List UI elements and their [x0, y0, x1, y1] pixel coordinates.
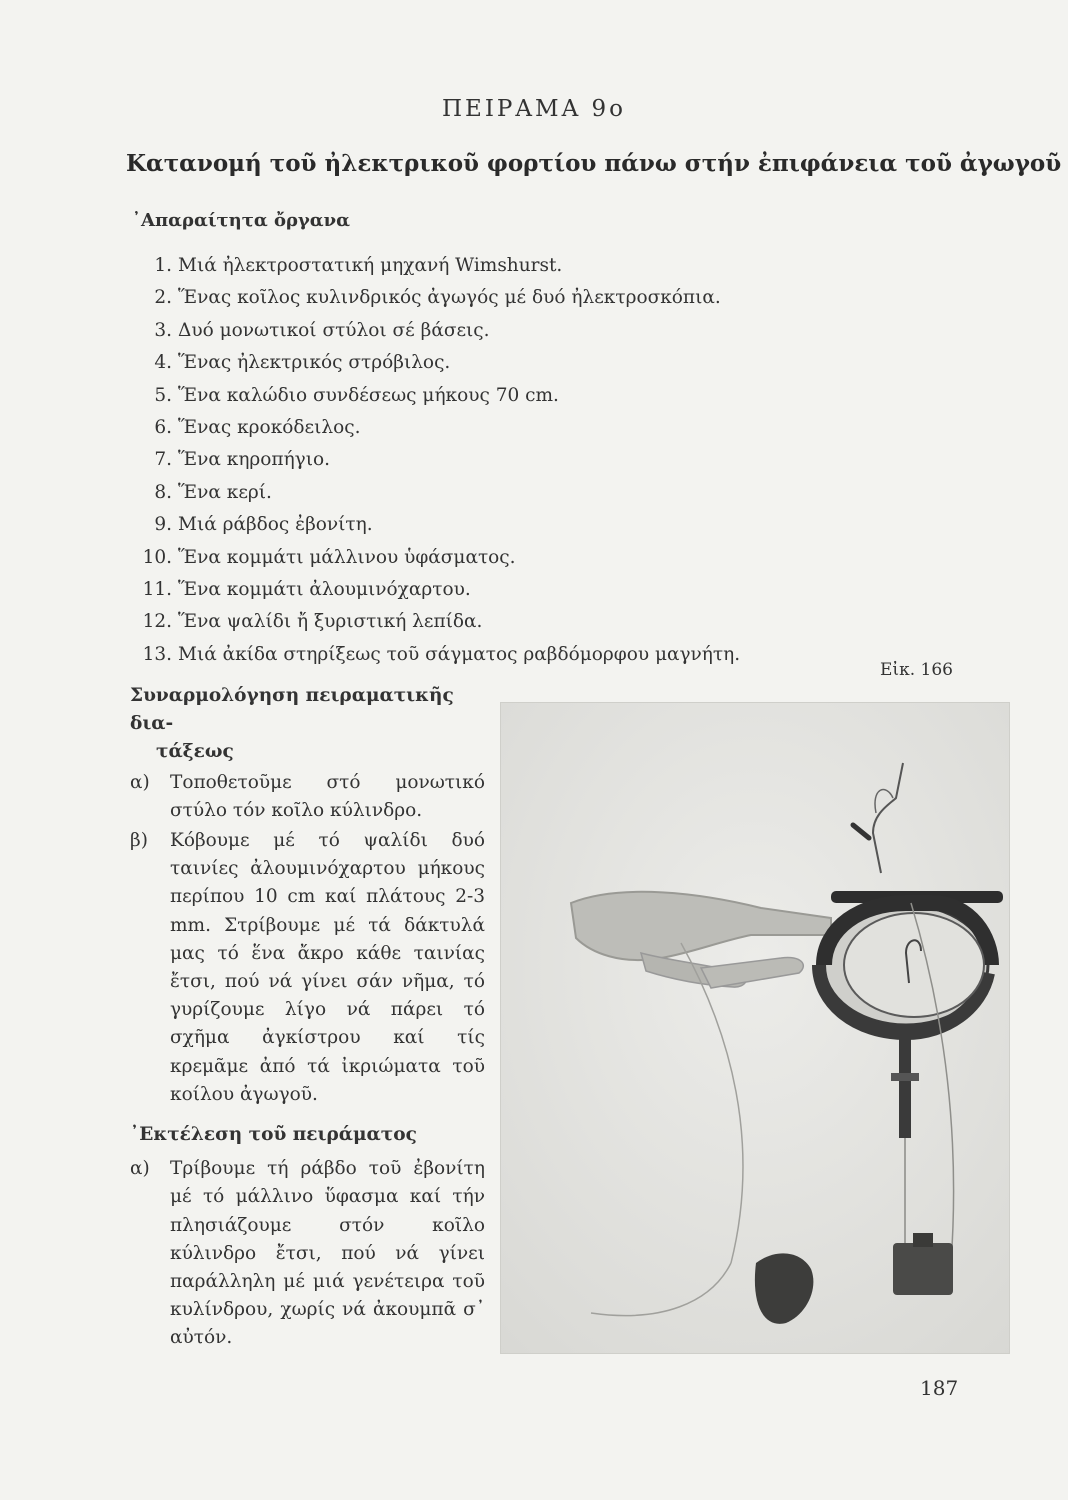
list-item: 9. Μιά ράβδος ἐβονίτη. — [154, 514, 373, 536]
assembly-step-a: α) Τοποθετοῦμε στό μονωτικό στύλο τόν κοῖλο κύλινδρο. — [130, 771, 485, 821]
figure-label: Εἰκ. 166 — [880, 660, 953, 680]
assembly-step-b: β) Κόβουμε μέ τό ψαλίδι δυό ταινίες ἀλουμινόχαρτου μήκους περίπου 10 cm καί πλάτους 2-3 mm. Στρίβουμε μέ τά δάκτυλά μας τό ἕνα ἄκρο κάθε ταινίας ἔτσι, πού νά γίνει σάν νῆμα, τό γυρίζουμε λίγο νά πάρει τό σχῆμα ἀγκίστρου καί τίς κρεμᾶμε ἀπό τά ἰκριώματα τοῦ κοίλου ἀγωγοῦ. — [130, 830, 485, 1105]
cylinder-apparatus-illustration — [501, 703, 1009, 1353]
experiment-title: ΠΕΙΡΑΜΑ 9ο — [442, 96, 626, 122]
assembly-section — [130, 682, 485, 1353]
experiment-subtitle: Κατανομή τοῦ ἠλεκτρικοῦ φορτίου πάνω στήν ἐπιφάνεια τοῦ ἀγωγοῦ — [126, 150, 1062, 177]
list-item: 8. Ἕνα κερί. — [154, 481, 272, 503]
list-item: 11. Ἕνα κομμάτι ἀλουμινόχαρτου. — [142, 578, 471, 600]
list-item: 7. Ἕνα κηροπήγιο. — [154, 449, 330, 471]
list-item: 5. Ἕνα καλώδιο συνδέσεως μήκους 70 cm. — [154, 384, 559, 406]
list-item: 13. Μιά ἀκίδα στηρίξεως τοῦ σάγματος ραβδόμορφου μαγνήτη. — [142, 643, 741, 665]
materials-heading: ᾿Απαραίτητα ὄργανα — [132, 210, 351, 231]
figure-photo — [500, 702, 1010, 1354]
execution-step-a: α) Τρίβουμε τή ράβδο τοῦ ἐβονίτη μέ τό μάλλινο ὕφασμα καί τήν πλησιάζουμε στόν κοῖλο κύλινδρο ἔτσι, πού νά γίνει παράλληλη μέ μιά γενέτειρα τοῦ κυλίνδρου, χωρίς νά ἀκουμπᾶ σ᾿ αὐτόν. — [130, 1158, 485, 1349]
list-item: 2. Ἕνας κοῖλος κυλινδρικός ἀγωγός μέ δυό ἠλεκτροσκόπια. — [154, 287, 721, 309]
list-item: 6. Ἕνας κροκόδειλος. — [154, 416, 361, 438]
assembly-heading: Συναρμολόγηση πειραματικῆς δια- τάξεως — [130, 685, 454, 763]
list-item: 12. Ἕνα ψαλίδι ἤ ξυριστική λεπίδα. — [142, 611, 483, 633]
list-item: 4. Ἕνας ἠλεκτρικός στρόβιλος. — [154, 352, 451, 374]
list-item: 10. Ἕνα κομμάτι μάλλινου ὑφάσματος. — [142, 546, 516, 568]
list-item: 1. Μιά ἠλεκτροστατική μηχανή Wimshurst. — [154, 255, 563, 276]
materials-list — [132, 250, 740, 671]
execution-heading: ᾿Εκτέλεση τοῦ πειράματος — [130, 1124, 417, 1146]
page-number: 187 — [920, 1376, 959, 1400]
list-item: 3. Δυό μονωτικοί στύλοι σέ βάσεις. — [154, 319, 490, 341]
